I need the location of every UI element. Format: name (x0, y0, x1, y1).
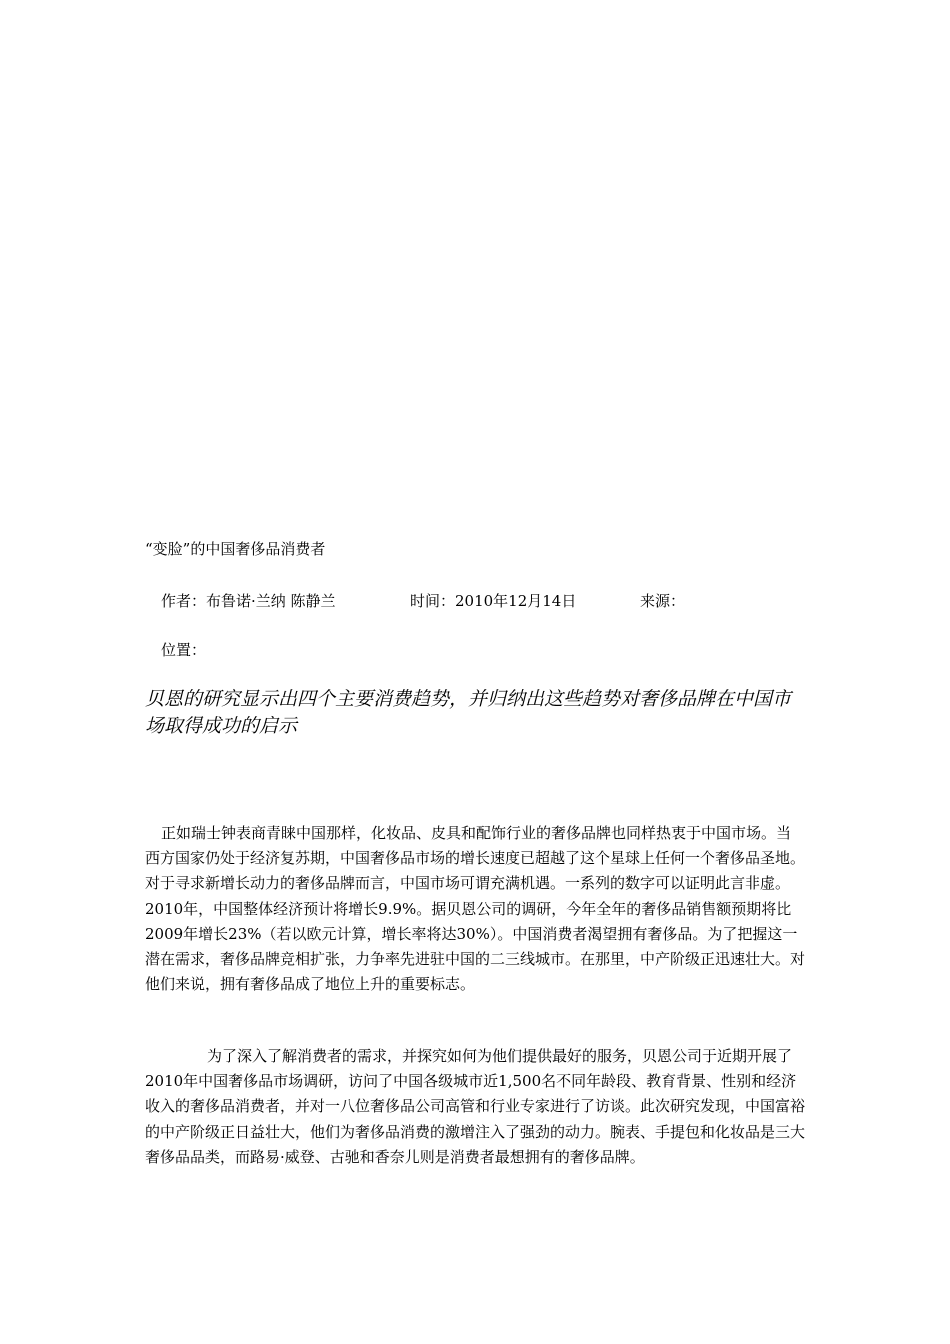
article-title: “变脸”的中国奢侈品消费者 (145, 540, 326, 558)
source-label: 来源： (640, 592, 686, 610)
article-subtitle: 贝恩的研究显示出四个主要消费趋势，并归纳出这些趋势对奢侈品牌在中国市场取得成功的启示 (145, 688, 792, 737)
body-paragraph-2: 为了深入了解消费者的需求，并探究如何为他们提供最好的服务，贝恩公司于近期开展了2010年中国奢侈品市场调研，访问了中国各级城市近1,500名不同年龄段、教育背景、性别和经济收入的奢侈品消费者，并对一八位奢侈品公司高管和行业专家进行了访谈。此次研究发现，中国富裕的中产阶级正日益壮大，他们为奢侈品消费的激增注入了强劲的动力。腕表、手提包和化妆品是三大奢侈品品类，而路易·威登、古驰和香奈儿则是消费者最想拥有的奢侈品牌。 (145, 1047, 806, 1166)
author-line: 作者：布鲁诺·兰纳 陈静兰 (161, 592, 336, 610)
location-label: 位置： (161, 641, 207, 659)
publish-time: 时间：2010年12月14日 (410, 592, 577, 610)
body-paragraph-1: 正如瑞士钟表商青睐中国那样，化妆品、皮具和配饰行业的奢侈品牌也同样热衷于中国市场。当西方国家仍处于经济复苏期，中国奢侈品市场的增长速度已超越了这个星球上任何一个奢侈品圣地。对于寻求新增长动力的奢侈品牌而言，中国市场可谓充满机遇。一系列的数字可以证明此言非虚。2010年，中国整体经济预计将增长9.9%。据贝恩公司的调研，今年全年的奢侈品销售额预期将比2009年增长23%（若以欧元计算，增长率将达30%）。中国消费者渴望拥有奢侈品。为了把握这一潜在需求，奢侈品牌竞相扩张，力争率先进驻中国的二三线城市。在那里，中产阶级正迅速壮大。对他们来说，拥有奢侈品成了地位上升的重要标志。 (145, 824, 806, 994)
